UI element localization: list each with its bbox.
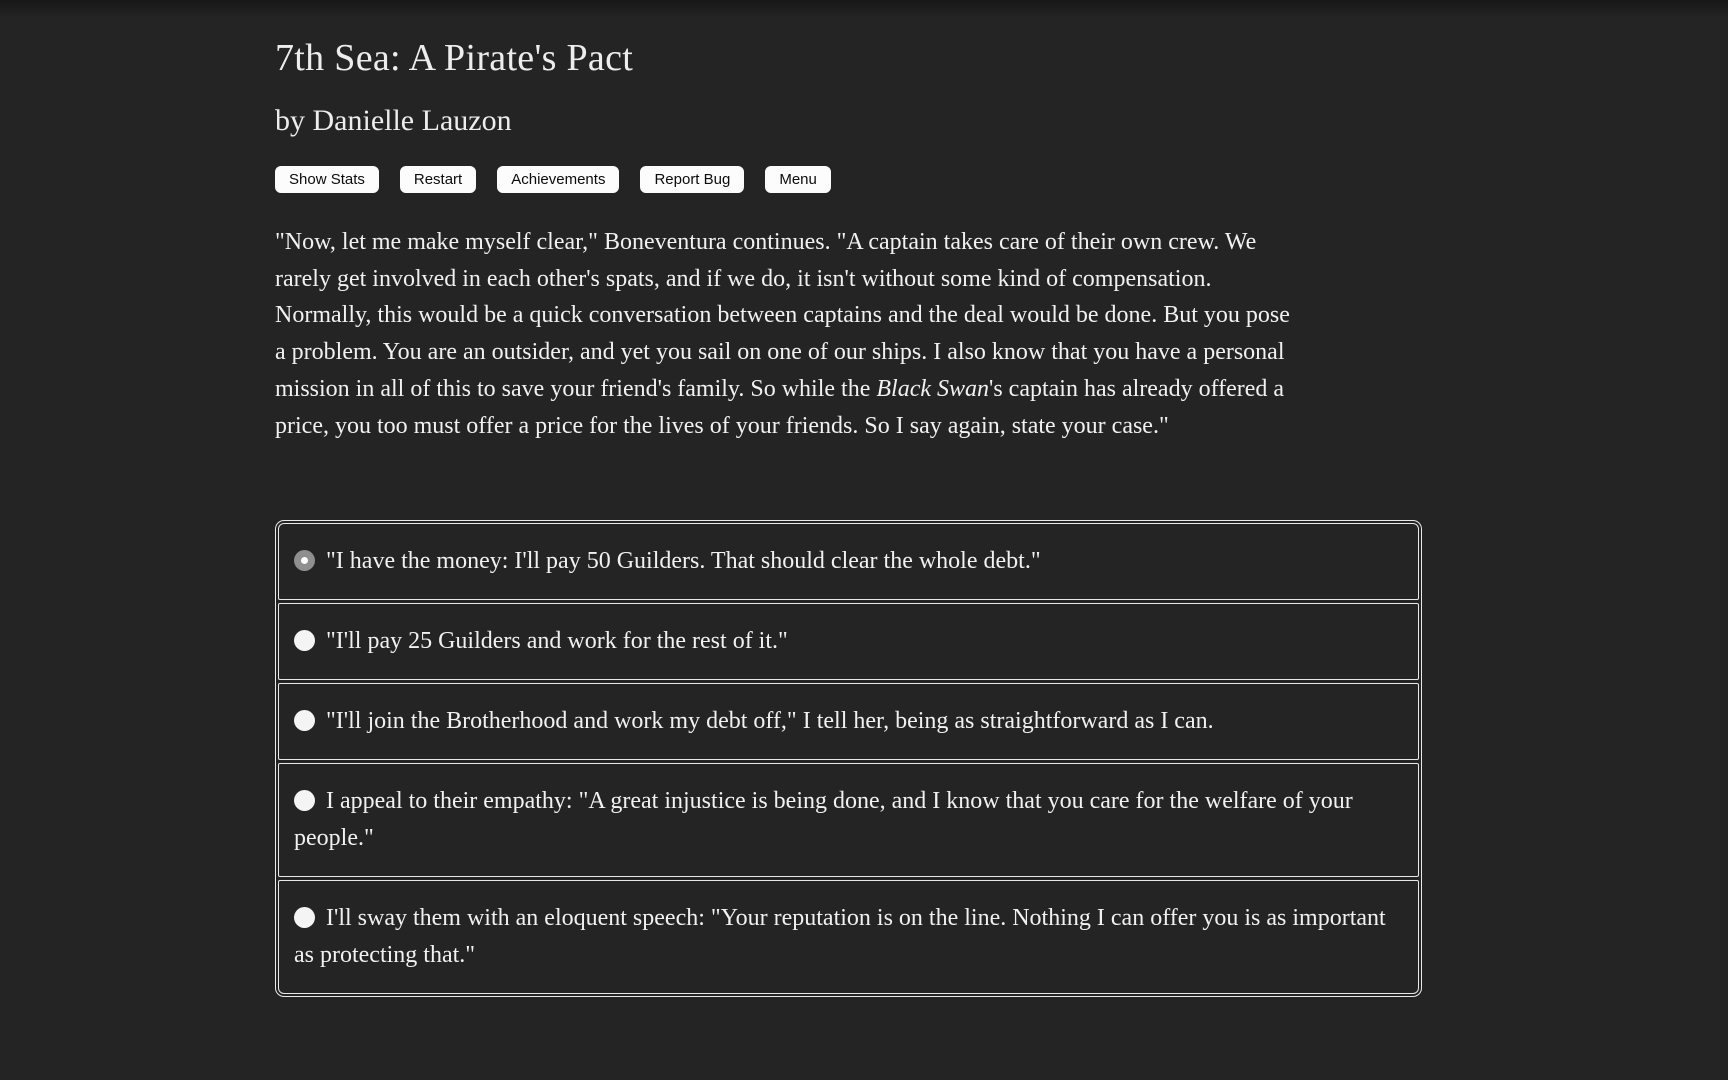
radio-button[interactable] — [294, 790, 315, 811]
game-title: 7th Sea: A Pirate's Pact — [275, 37, 634, 79]
choice-option-pay-50-guilders[interactable] — [278, 523, 1419, 600]
choice-label: I appeal to their empathy: "A great injustice is being done, and I know that you care for the welfare of your people." — [294, 788, 1353, 852]
choice-label: "I'll pay 25 Guilders and work for the rest of it." — [326, 628, 788, 655]
show-stats-button[interactable]: Show Stats — [275, 166, 379, 193]
radio-button[interactable] — [294, 630, 315, 651]
story-text-italic-ship-name: Black Swan — [876, 375, 989, 402]
choice-option-join-brotherhood[interactable] — [278, 683, 1419, 760]
game-content — [275, 0, 1422, 997]
radio-button[interactable] — [294, 550, 315, 571]
choice-option-appeal-empathy[interactable] — [278, 763, 1419, 877]
game-author: by Danielle Lauzon — [275, 104, 512, 137]
choice-option-eloquent-speech[interactable] — [278, 880, 1419, 994]
story-text-after: 's captain has already offered a price, you too must offer a price for the lives of your friends. So I say again, state your case." — [275, 375, 1285, 439]
choice-list — [275, 520, 1422, 997]
restart-button[interactable]: Restart — [400, 166, 476, 193]
choice-label: I'll sway them with an eloquent speech: "Your reputation is on the line. Nothing I can offer you is as important as protecting that." — [294, 905, 1386, 969]
menu-button[interactable]: Menu — [765, 166, 831, 193]
toolbar — [275, 166, 1422, 193]
choice-option-pay-25-guilders[interactable] — [278, 603, 1419, 680]
radio-button[interactable] — [294, 710, 315, 731]
choice-label: "I'll join the Brotherhood and work my debt off," I tell her, being as straightforward as I can. — [326, 708, 1214, 735]
achievements-button[interactable]: Achievements — [497, 166, 619, 193]
story-paragraph — [275, 224, 1297, 444]
report-bug-button[interactable]: Report Bug — [640, 166, 744, 193]
story-text-before: "Now, let me make myself clear," Boneventura continues. "A captain takes care of their own crew. We rarely get involved in each other's spats, and if we do, it isn't without some kind of compensation. Normally, this would be a quick conversation between captains and the deal would be done. But you pose a problem. You are an outsider, and yet you sail on one of our ships. I also know that you have a personal mission in all of this to save your friend's family. So while the — [275, 229, 1290, 402]
radio-button[interactable] — [294, 907, 315, 928]
choice-label: "I have the money: I'll pay 50 Guilders. That should clear the whole debt." — [326, 548, 1041, 575]
